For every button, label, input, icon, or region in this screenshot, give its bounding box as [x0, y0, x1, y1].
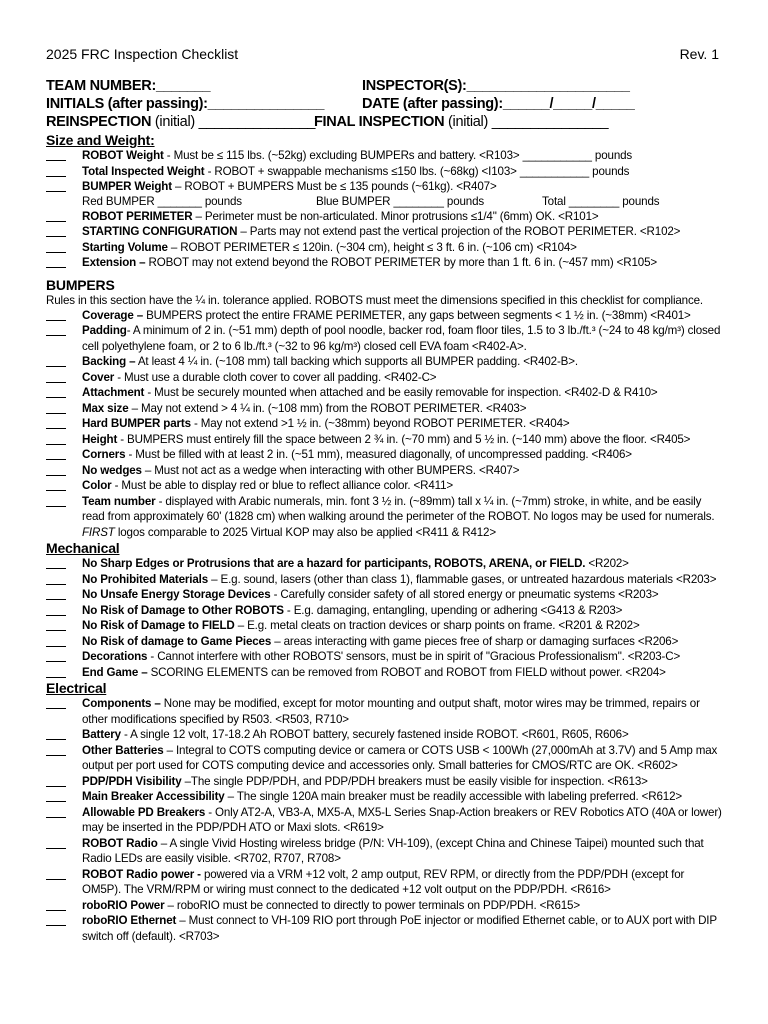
inspectors-field[interactable]: INSPECTOR(S):_____________________ — [362, 78, 630, 94]
checkbox-line[interactable] — [46, 805, 66, 818]
checkbox-line[interactable] — [46, 209, 66, 222]
item-description: At least 4 ¼ in. (~108 mm) tall backing which supports all BUMPER padding. <R402-B>. — [135, 355, 578, 368]
checkbox-line[interactable] — [46, 323, 66, 336]
item-label: No Unsafe Energy Storage Devices — [82, 588, 271, 601]
item-label: Max size — [82, 401, 129, 415]
item-label: Attachment — [82, 386, 145, 399]
checkbox-line[interactable] — [46, 913, 66, 926]
checkbox-line[interactable] — [46, 836, 66, 849]
checklist-item — [46, 370, 722, 386]
item-text — [82, 649, 722, 665]
item-text — [82, 556, 722, 572]
item-label: ROBOT Radio power - — [82, 867, 201, 881]
item-text — [82, 447, 722, 463]
reinspection-field[interactable]: REINSPECTION (initial) _______________ — [46, 114, 316, 130]
checklist-item — [46, 805, 722, 836]
checkbox-line[interactable] — [46, 179, 66, 192]
item-text — [82, 618, 722, 634]
item-text — [82, 789, 722, 805]
item-text — [82, 209, 722, 225]
checkbox-line[interactable] — [46, 587, 66, 600]
item-description: - Only AT2-A, VB3-A, MX5-A, MX5-L Series Snap-Action breakers or REV Robotics ATO (40A or lower) may be inserted in the PDP/PDH ATO or Maxi slots. <R619> — [82, 805, 722, 834]
item-text — [82, 370, 722, 386]
item-description: – E.g. sound, lasers (other than class 1), flammable gases, or untreated hazardous materials <R203> — [208, 572, 717, 586]
item-text — [82, 255, 722, 271]
date-field[interactable]: DATE (after passing):______/_____/_____ — [362, 96, 635, 112]
size-weight-list-2 — [46, 209, 722, 271]
item-label: No Prohibited Materials — [82, 572, 209, 586]
checklist-item — [46, 354, 722, 370]
item-description: – Integral to COTS computing device or camera or COTS USB < 100Wh (27,000mAh at 3.7V) and 5 Amp max output per port used for COTS computing device and accessories only. Small batteries for CMOS/RTC are OK. <R602> — [82, 743, 718, 772]
checkbox-line[interactable] — [46, 789, 66, 802]
item-label: Coverage – — [82, 308, 144, 322]
item-label: Other Batteries — [82, 743, 164, 757]
item-label: Decorations — [82, 650, 148, 663]
item-label: Main Breaker Accessibility — [82, 790, 225, 803]
item-description: BUMPERS protect the entire FRAME PERIMETER, any gaps between segments < 1 ½ in. (~38mm) <R401> — [143, 308, 691, 322]
item-description: - E.g. damaging, entangling, upending or adhering <G413 & R203> — [283, 603, 623, 617]
item-text — [82, 898, 722, 914]
blue-bumper-weight[interactable]: Blue BUMPER ________ pounds — [316, 194, 485, 208]
id-row-2 — [46, 96, 722, 114]
checkbox-line[interactable] — [46, 478, 66, 491]
checklist-item — [46, 164, 722, 180]
checkbox-line[interactable] — [46, 572, 66, 585]
item-label: Allowable PD Breakers — [82, 805, 206, 819]
checkbox-line[interactable] — [46, 867, 66, 880]
checkbox-line[interactable] — [46, 618, 66, 631]
checkbox-line[interactable] — [46, 494, 66, 507]
checklist-item — [46, 572, 722, 588]
total-bumper-weight[interactable]: Total ________ pounds — [542, 194, 660, 208]
item-label: BUMPER Weight — [82, 180, 172, 193]
checklist-item — [46, 836, 722, 867]
item-label: Cover — [82, 370, 115, 384]
checkbox-line[interactable] — [46, 385, 66, 398]
mechanical-list — [46, 556, 722, 680]
checklist-item — [46, 665, 722, 681]
checklist-item — [46, 603, 722, 619]
item-label: No wedges — [82, 463, 142, 477]
checklist-item — [46, 416, 722, 432]
item-description: - Cannot interfere with other ROBOTS' sensors, must be in spirit of "Gracious Professionalism". <R203-C> — [147, 650, 681, 663]
item-text — [82, 478, 722, 494]
item-label: Padding — [82, 324, 127, 337]
id-row-1 — [46, 78, 722, 96]
section-heading-mechanical: Mechanical — [46, 540, 120, 556]
item-label: Hard BUMPER parts — [82, 417, 191, 430]
item-label: roboRIO Power — [82, 898, 165, 912]
checklist-item — [46, 774, 722, 790]
checklist-item — [46, 179, 722, 195]
item-description: – The single 120A main breaker must be readily accessible with labeling preferred. <R612> — [224, 790, 682, 803]
item-description: – ROBOT PERIMETER ≤ 120in. (~304 cm), height ≤ 3 ft. 6 in. (~106 cm) <R104> — [167, 240, 577, 254]
item-text — [82, 665, 722, 681]
checkbox-line[interactable] — [46, 416, 66, 429]
checklist-item — [46, 401, 722, 417]
checkbox-line[interactable] — [46, 164, 66, 177]
item-description: - Must be ≤ 115 lbs. (~52kg) excluding BUMPERs and battery. <R103> ___________ pounds — [163, 149, 633, 162]
item-description: SCORING ELEMENTS can be removed from ROBOT and ROBOT from FIELD without power. <R204> — [147, 665, 666, 679]
checklist-item — [46, 447, 722, 463]
item-text — [82, 463, 722, 479]
checkbox-line[interactable] — [46, 432, 66, 445]
checkbox-line[interactable] — [46, 308, 66, 321]
checkbox-line[interactable] — [46, 649, 66, 662]
item-label: Components – — [82, 697, 161, 710]
checkbox-line[interactable] — [46, 774, 66, 787]
item-description: ROBOT may not extend beyond the ROBOT PERIMETER by more than 1 ft. 6 in. (~457 mm) <R105> — [145, 256, 658, 269]
item-label: Starting Volume — [82, 240, 168, 254]
item-description: - A single 12 volt, 17-18.2 Ah ROBOT battery, securely fastened inside ROBOT. <R601, R605, R606> — [120, 728, 629, 741]
item-label: STARTING CONFIGURATION — [82, 225, 238, 238]
item-label: Height — [82, 432, 118, 446]
checklist-item — [46, 634, 722, 650]
item-text — [82, 179, 722, 195]
item-text — [82, 148, 722, 164]
checklist-item — [46, 385, 722, 401]
item-text — [82, 323, 722, 354]
checklist-item — [46, 463, 722, 479]
item-label: roboRIO Ethernet — [82, 914, 177, 927]
item-label: Battery — [82, 728, 121, 741]
item-text — [82, 603, 722, 619]
item-text — [82, 836, 722, 867]
electrical-list — [46, 696, 722, 944]
item-description: - Must be able to display red or blue to reflect alliance color. <R411> — [111, 479, 454, 492]
item-label: End Game – — [82, 665, 148, 679]
checklist-item — [46, 618, 722, 634]
revision-label: Rev. 1 — [679, 46, 719, 62]
item-text — [82, 224, 722, 240]
item-description: – roboRIO must be connected to directly to power terminals on PDP/PDH. <R615> — [164, 898, 580, 912]
item-description: - Must be securely mounted when attached and be easily removable for inspection. <R402-D & R410> — [144, 386, 658, 399]
bumpers-rule-note: Rules in this section have the ¼ in. tolerance applied. ROBOTS must meet the dimensions specified in this checklist for compliance. — [46, 293, 703, 307]
checkbox-line[interactable] — [46, 401, 66, 414]
checkbox-line[interactable] — [46, 603, 66, 616]
checklist-item — [46, 209, 722, 225]
id-row-3 — [46, 114, 722, 132]
item-text: Team number - displayed with Arabic numerals, min. font 3 ½ in. (~89mm) tall x ¼ in. (~7mm) stroke, in white, and be easily read from approximately 60' (1828 cm) when walking around the perimeter of the ROBOT. No logos may be used for numerals. FIRST logos comparable to 2025 Virtual KOP may also be applied <R411 & R412> — [82, 494, 715, 539]
document-header — [46, 46, 722, 62]
item-description: - BUMPERS must entirely fill the space between 2 ¾ in. (~70 mm) and 5 ½ in. (~140 mm) above the floor. <R405> — [117, 432, 691, 446]
item-description: - A minimum of 2 in. (~51 mm) depth of pool noodle, backer rod, foam floor tiles, 1.5 to 3 lb./ft.³ (~24 to 48 kg/m³) closed cell polyethylene foam, or 2 to 6 lb./ft.³ (~32 to 96 kg/m³) closed cell EVA foam <R402-A>. — [82, 324, 721, 353]
item-description: <R202> — [585, 557, 629, 570]
item-label: Total Inspected Weight — [82, 164, 205, 178]
item-text — [82, 805, 722, 836]
checklist-item — [46, 148, 722, 164]
initials-field[interactable]: INITIALS (after passing):_______________ — [46, 96, 325, 112]
item-label: No Risk of Damage to Other ROBOTS — [82, 603, 284, 617]
checklist-item — [46, 224, 722, 240]
item-label: No Risk of damage to Game Pieces — [82, 634, 272, 648]
item-text — [82, 634, 722, 650]
item-description: – E.g. metal cleats on traction devices or sharp points on frame. <R201 & R202> — [234, 619, 640, 632]
item-description: – areas interacting with game pieces free of sharp or damaging surfaces <R206> — [271, 634, 679, 648]
item-label: ROBOT Radio — [82, 836, 158, 850]
checkbox-line[interactable] — [46, 665, 66, 678]
item-text — [82, 354, 722, 370]
item-label: Color — [82, 479, 112, 492]
final-inspection-field[interactable]: FINAL INSPECTION (initial) _______________ — [314, 114, 609, 130]
section-heading-electrical: Electrical — [46, 680, 107, 696]
checkbox-line[interactable] — [46, 240, 66, 253]
checkbox-line[interactable] — [46, 727, 66, 740]
item-description: –The single PDP/PDH, and PDP/PDH breakers must be easily visible for inspection. <R613> — [181, 774, 648, 788]
checklist-item — [46, 867, 722, 898]
item-label: Corners — [82, 448, 126, 461]
item-description: - ROBOT + swappable mechanisms ≤150 lbs. (~68kg) <I103> ___________ pounds — [204, 164, 630, 178]
checklist-item — [46, 308, 722, 324]
checklist-item — [46, 789, 722, 805]
checkbox-line[interactable] — [46, 255, 66, 268]
item-label: ROBOT PERIMETER — [82, 209, 193, 223]
checklist-item — [46, 649, 722, 665]
checkbox-line[interactable] — [46, 634, 66, 647]
item-text — [82, 164, 722, 180]
team-number-field[interactable]: TEAM NUMBER:_______ — [46, 78, 211, 94]
checklist-item — [46, 478, 722, 494]
checklist-item — [46, 323, 722, 354]
checklist-page — [46, 46, 722, 944]
item-description: – Must not act as a wedge when interacting with other BUMPERS. <R407> — [141, 463, 520, 477]
item-description: - Carefully consider safety of all stored energy or pneumatic systems <R203> — [270, 588, 659, 601]
item-text — [82, 587, 722, 603]
checkbox-line[interactable] — [46, 696, 66, 709]
item-description: - Must be filled with at least 2 in. (~51 mm), measured diagonally, of uncompressed padding. <R406> — [125, 448, 632, 461]
item-label: Extension – — [82, 256, 146, 269]
section-heading-bumpers: BUMPERS — [46, 276, 115, 293]
checklist-item — [46, 587, 722, 603]
item-text — [82, 240, 722, 256]
checklist-item — [46, 494, 722, 541]
checklist-item — [46, 432, 722, 448]
checkbox-line[interactable] — [46, 556, 66, 569]
checklist-item — [46, 743, 722, 774]
checklist-item — [46, 556, 722, 572]
item-description: – May not extend > 4 ¼ in. (~108 mm) from the ROBOT PERIMETER. <R403> — [128, 401, 527, 415]
item-label: ROBOT Weight — [82, 149, 164, 162]
checkbox-line[interactable] — [46, 447, 66, 460]
item-text — [82, 774, 722, 790]
checkbox-line[interactable] — [46, 463, 66, 476]
checklist-item — [46, 898, 722, 914]
checkbox-line[interactable] — [46, 743, 66, 756]
item-description: - May not extend >1 ½ in. (~38mm) beyond ROBOT PERIMETER. <R404> — [190, 417, 570, 430]
item-label: No Sharp Edges or Protrusions that are a hazard for participants, ROBOTS, ARENA, or FIELD. — [82, 557, 586, 570]
item-description: None may be modified, except for motor mounting and output shaft, motor wires may be trimmed, repairs or other modifications specified by R503. <R503, R710> — [82, 697, 700, 726]
checkbox-line[interactable] — [46, 370, 66, 383]
item-description: - Must use a durable cloth cover to cover all padding. <R402-C> — [114, 370, 437, 384]
item-label: No Risk of Damage to FIELD — [82, 619, 235, 632]
bumpers-list — [46, 308, 722, 494]
item-text — [82, 401, 722, 417]
item-text — [82, 913, 722, 944]
checkbox-line[interactable] — [46, 898, 66, 911]
item-description: – Parts may not extend past the vertical projection of the ROBOT PERIMETER. <R102> — [237, 225, 681, 238]
item-label: PDP/PDH Visibility — [82, 774, 182, 788]
bumper-weight-row — [46, 195, 722, 209]
checklist-item — [46, 727, 722, 743]
section-heading-size-weight: Size and Weight: — [46, 132, 155, 148]
checklist-item — [46, 255, 722, 271]
checklist-item — [46, 696, 722, 727]
item-text — [82, 385, 722, 401]
checklist-item — [46, 240, 722, 256]
checkbox-line[interactable] — [46, 148, 66, 161]
item-text — [82, 743, 722, 774]
item-description: – A single Vivid Hosting wireless bridge (P/N: VH-109), (except China and Chinese Taipei) mounted such that Radio LEDs are easily visible. <R702, R707, R708> — [82, 836, 704, 865]
item-text — [82, 432, 722, 448]
size-weight-list — [46, 148, 722, 195]
item-label: Backing – — [82, 355, 136, 368]
item-description: – Must connect to VH-109 RIO port through PoE injector or modified Ethernet cable, or to AUX port with DIP switch off (default). <R703> — [82, 914, 717, 943]
item-text — [82, 572, 722, 588]
item-text — [82, 727, 722, 743]
item-text — [82, 308, 722, 324]
item-text — [82, 867, 722, 898]
checkbox-line[interactable] — [46, 354, 66, 367]
item-text — [82, 416, 722, 432]
item-description: powered via a VRM +12 volt, 2 amp output, REV RPM, or directly from the PDP/PDH (except for OM5P). The VRM/RPM or wiring must connect to the dedicated +12 volt output on the PDP/PDH. <R616> — [82, 867, 685, 896]
checklist-item — [46, 913, 722, 944]
red-bumper-weight[interactable]: Red BUMPER _______ pounds — [82, 194, 242, 208]
item-text — [82, 696, 722, 727]
item-description: – Perimeter must be non-articulated. Minor protrusions ≤1/4" (6mm) OK. <R101> — [192, 209, 599, 223]
document-title: 2025 FRC Inspection Checklist — [46, 46, 239, 62]
checkbox-line[interactable] — [46, 224, 66, 237]
item-description: – ROBOT + BUMPERS Must be ≤ 135 pounds (~61kg). <R407> — [171, 180, 497, 193]
